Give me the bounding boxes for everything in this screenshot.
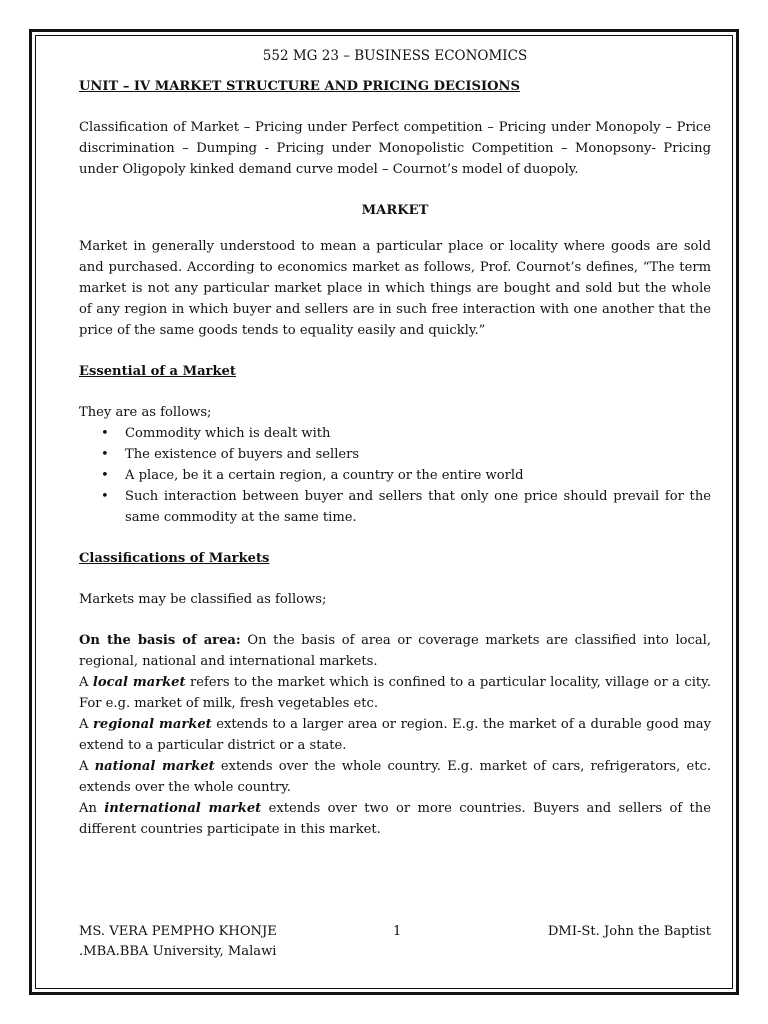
international-market-text: extends over two or more countries. Buyers and sellers of the different countries participate in this market.: [79, 801, 711, 837]
local-market-term: local market: [92, 675, 186, 690]
local-prefix: A: [79, 675, 93, 690]
essentials-heading: Essential of a Market: [79, 364, 236, 379]
local-market-paragraph: [79, 672, 711, 714]
market-heading: MARKET: [361, 203, 429, 218]
list-item-text: A place, be it a certain region, a country or the entire world: [125, 468, 524, 483]
footer-institution: DMI-St. John the Baptist: [547, 924, 711, 939]
area-paragraph: [79, 630, 711, 672]
bullet-icon: •: [101, 426, 109, 441]
area-text: On the basis of area or coverage markets are classified into local, regional, national and international markets.: [79, 633, 712, 669]
national-market-term: national market: [94, 759, 215, 774]
essentials-list: [79, 423, 711, 528]
footer-author: MS. VERA PEMPHO KHONJE .MBA.BBA University, Malawi: [79, 924, 277, 959]
bullet-icon: •: [101, 447, 109, 462]
list-item: [79, 444, 711, 465]
international-market-paragraph: [79, 798, 711, 840]
market-definition-paragraph: Market in generally understood to mean a particular place or locality where goods are sold and purchased. According to economics market as follows, Prof. Cournot’s defines, “The term market is not any particular market place in which things are bought and sold but the whole of any region in which buyer and sellers are in such free interaction with one another that the price of the same goods tends to equality easily and quickly.”: [79, 239, 711, 338]
unit-heading: UNIT – IV MARKET STRUCTURE AND PRICING DECISIONS: [79, 79, 520, 94]
international-prefix: An: [79, 801, 105, 816]
document-title: 552 MG 23 – BUSINESS ECONOMICS: [262, 48, 528, 64]
national-prefix: A: [79, 759, 95, 774]
international-market-term: international market: [104, 801, 262, 816]
syllabus-paragraph: Classification of Market – Pricing under Perfect competition – Pricing under Monopoly – Price discrimination – Dumping - Pricing under Monopolistic Competition – Monopsony- Pricing under Oligopoly kinked demand curve model – Cournot’s model of duopoly.: [79, 120, 711, 177]
essentials-intro: They are as follows;: [79, 405, 212, 420]
national-market-paragraph: [79, 756, 711, 798]
page-number: 1: [393, 924, 402, 939]
regional-prefix: A: [79, 717, 94, 732]
local-market-text: refers to the market which is confined to a particular locality, village or a city. For e.g. market of milk, fresh vegetables etc.: [79, 675, 711, 711]
classifications-heading: Classifications of Markets: [79, 551, 270, 566]
list-item: [79, 465, 711, 486]
bullet-icon: •: [101, 468, 109, 483]
regional-market-text: extends to a larger area or region. E.g. the market of a durable good may extend to a particular district or a state.: [79, 717, 711, 753]
list-item: [79, 423, 711, 444]
list-item-text: The existence of buyers and sellers: [125, 447, 360, 462]
regional-market-paragraph: [79, 714, 711, 756]
list-item-text: Commodity which is dealt with: [125, 426, 331, 441]
bullet-icon: •: [101, 489, 109, 504]
list-item-text: Such interaction between buyer and sellers that only one price should prevail for the same commodity at the same time.: [125, 489, 711, 525]
document-body: [79, 46, 711, 840]
classifications-intro: Markets may be classified as follows;: [79, 592, 327, 607]
list-item: [79, 486, 711, 528]
regional-market-term: regional market: [93, 717, 212, 732]
national-market-text: extends over the whole country. E.g. market of cars, refrigerators, etc. extends over the whole country.: [79, 759, 711, 795]
area-label: On the basis of area:: [79, 633, 241, 648]
